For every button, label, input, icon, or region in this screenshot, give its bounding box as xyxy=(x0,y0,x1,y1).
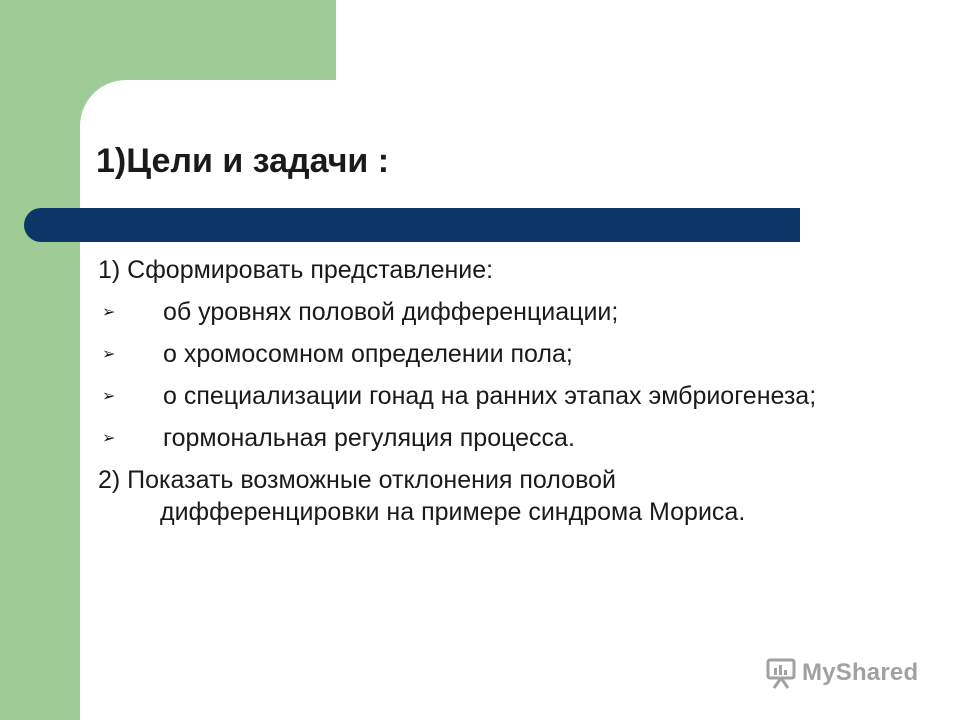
list-item xyxy=(98,338,818,370)
myshared-watermark xyxy=(766,656,918,690)
bullet-text: об уровнях половой дифференциации; xyxy=(163,298,619,326)
goal-1-intro: 1) Сформировать представление: xyxy=(98,256,494,284)
slide-title: 1)Цели и задачи : xyxy=(96,142,390,180)
title-underline-bar xyxy=(24,208,800,242)
list-item xyxy=(98,296,818,328)
bullet-text: о специализации гонад на ранних этапах эмбриогенеза; xyxy=(163,382,817,410)
arrow-bullet-icon: ➢ xyxy=(102,346,116,363)
watermark-text: MyShared xyxy=(802,659,919,686)
arrow-bullet-icon: ➢ xyxy=(102,304,116,321)
list-item xyxy=(98,380,818,412)
bullet-text: о хромосомном определении пола; xyxy=(163,340,573,368)
bullet-text: гормональная регуляция процесса. xyxy=(163,424,575,452)
list-item xyxy=(98,422,818,454)
goal-2: 2) Показать возможные отклонения половой дифференцировки на примере синдрома Мориса. xyxy=(98,466,746,526)
presentation-board-icon xyxy=(766,656,796,690)
arrow-bullet-icon: ➢ xyxy=(102,430,116,447)
decorative-green-sidebar xyxy=(0,0,80,720)
arrow-bullet-icon: ➢ xyxy=(102,388,116,405)
slide-body xyxy=(98,250,818,538)
